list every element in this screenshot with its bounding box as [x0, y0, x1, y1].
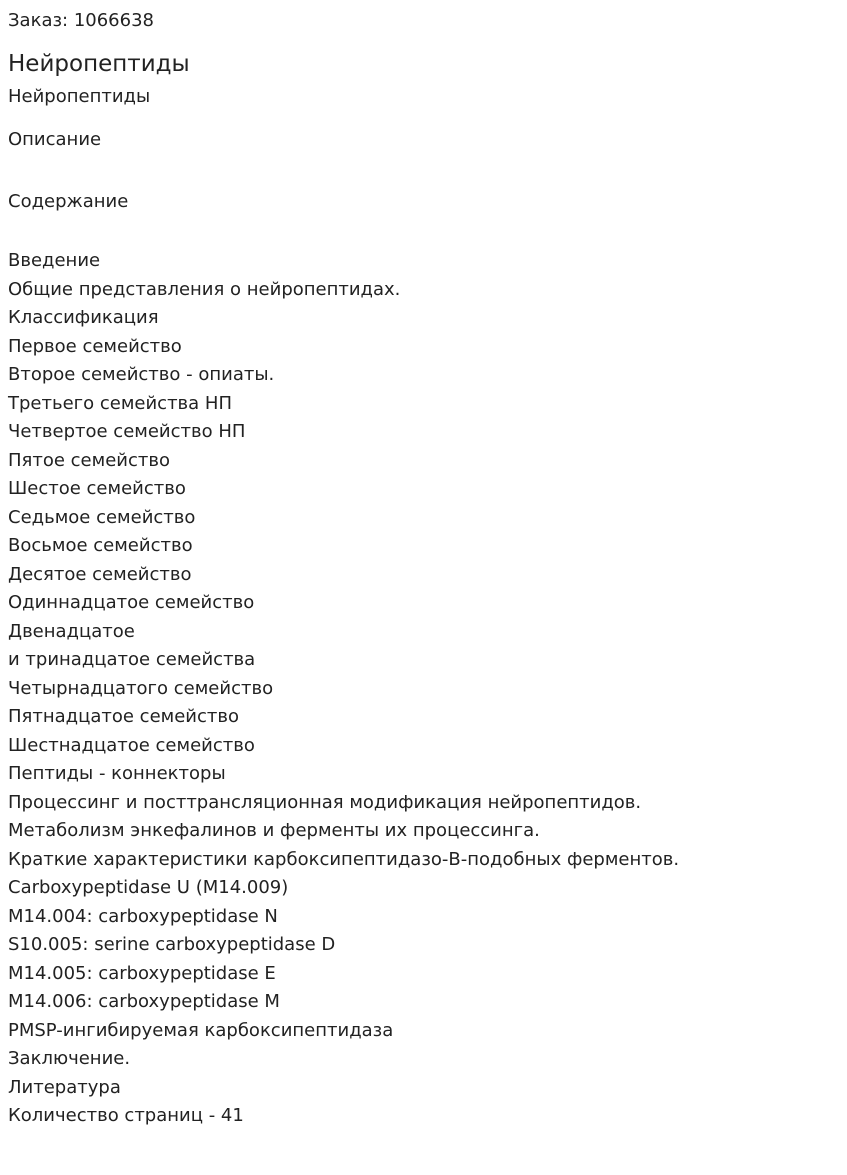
toc-item: Седьмое семейство [8, 506, 196, 528]
toc-item: Метаболизм энкефалинов и ферменты их процессинга. [8, 820, 540, 841]
toc-item: и тринадцатое семейства [8, 649, 256, 670]
toc-item: Шестое семейство [8, 478, 186, 499]
toc-item: Введение [8, 250, 101, 271]
toc-item: Количество страниц - 41 [8, 1105, 244, 1126]
toc-item: Пептиды - коннекторы [8, 763, 226, 784]
toc-item: Процессинг и посттрансляционная модификация нейропептидов. [8, 791, 642, 813]
toc-item: Классификация [8, 307, 159, 328]
page-subtitle: Нейропептиды [8, 86, 151, 107]
document-page [0, 9, 847, 1175]
toc-item: M14.004: carboxypeptidase N [8, 905, 278, 927]
toc-item: Третьего семейства НП [8, 392, 232, 414]
toc-item: PMSP-ингибируемая карбоксипептидаза [8, 1019, 394, 1041]
toc-item: Пятое семейство [8, 449, 170, 471]
toc-item: Одиннадцатое семейство [8, 592, 255, 613]
toc-item: Четвертое семейство НП [8, 421, 246, 442]
toc-item: M14.005: carboxypeptidase E [8, 962, 276, 984]
contents-heading: Содержание [8, 191, 129, 212]
toc-item: Общие представления о нейропептидах. [8, 278, 401, 300]
toc-item: Шестнадцатое семейство [8, 734, 255, 756]
toc-item: Краткие характеристики карбоксипептидазо-В-подобных ферментов. [8, 848, 680, 870]
toc-item: Четырнадцатого семейство [8, 677, 274, 699]
table-of-contents [8, 247, 847, 1131]
toc-item: Первое семейство [8, 335, 182, 357]
order-number: Заказ: 1066638 [8, 10, 154, 31]
toc-item: Пятнадцатое семейство [8, 706, 239, 727]
toc-item: Литература [8, 1076, 121, 1098]
toc-item: M14.006: carboxypeptidase M [8, 991, 280, 1012]
toc-item: Заключение. [8, 1048, 131, 1069]
description-heading: Описание [8, 129, 102, 150]
toc-item: Двенадцатое [8, 620, 135, 642]
page-title: Нейропептиды [8, 51, 190, 77]
toc-item: Второе семейство - опиаты. [8, 364, 275, 385]
toc-item: Восьмое семейство [8, 535, 193, 556]
toc-item: S10.005: serine carboxypeptidase D [8, 934, 336, 955]
toc-item: Carboxypeptidase U (M14.009) [8, 877, 289, 898]
toc-item: Десятое семейство [8, 563, 192, 585]
